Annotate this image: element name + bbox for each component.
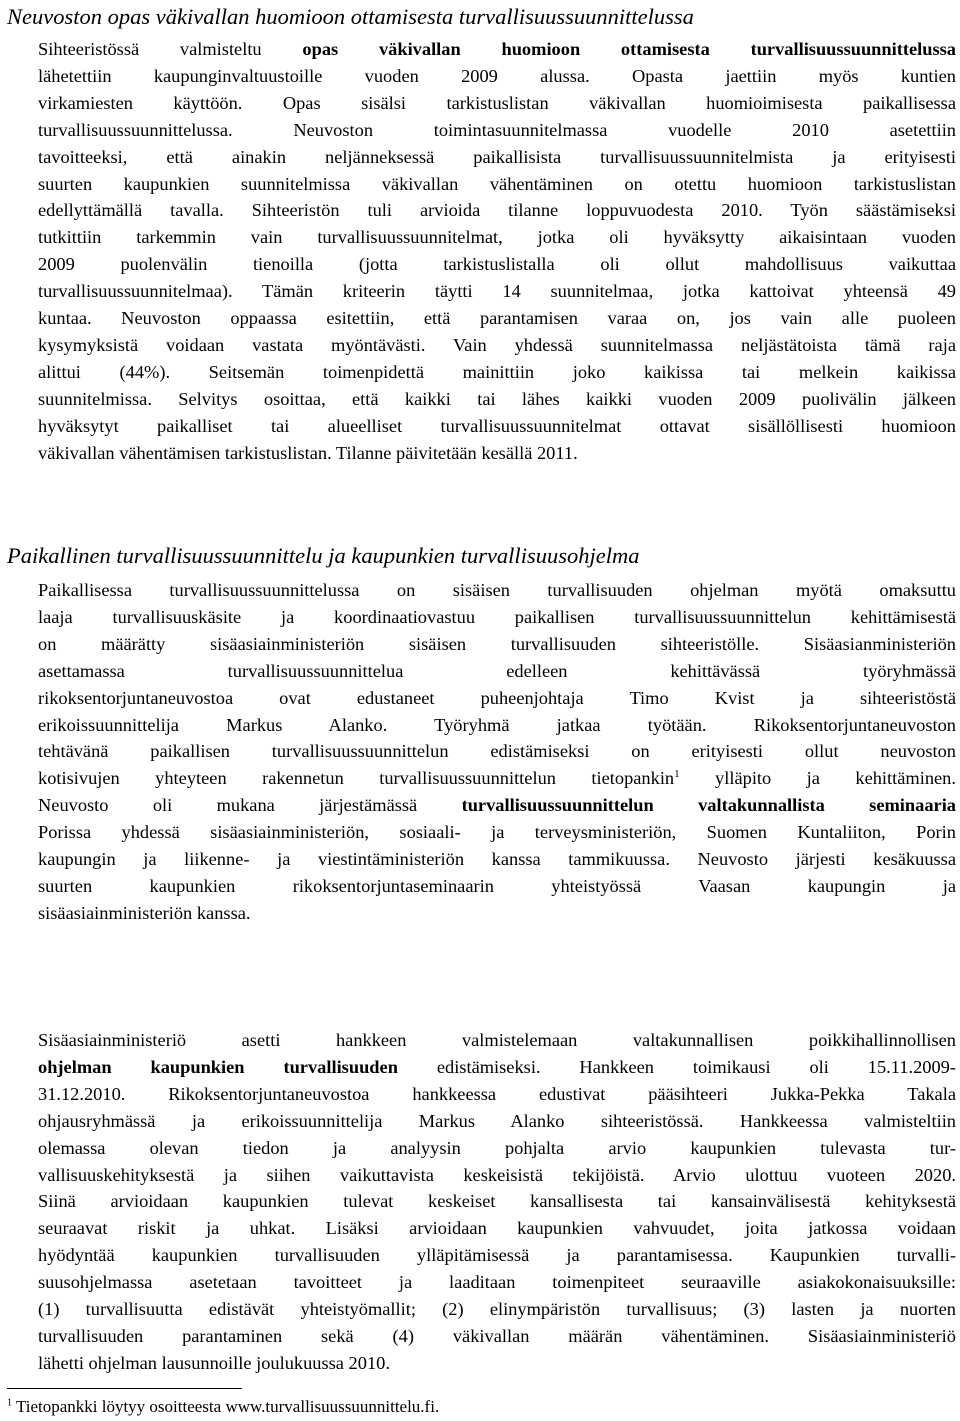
footnote-divider [7,1388,242,1389]
bold-text: turvallisuussuunnittelun valtakunnallista seminaaria [461,795,957,816]
text-run: turvallisuussuunnittelussa. Neuvoston toimintasuunnitelmassa vuodelle 2010 asetettiin [38,119,956,140]
text-line [38,63,956,90]
text-run: edistämiseksi. Hankkeen toimikausi oli 15.11.2009- [397,1056,956,1077]
text-run: hyväksytyt paikalliset tai alueelliset turvallisuussuunnitelmat ottavat sisällöllisesti huomioon [38,415,956,436]
text-line [38,171,956,198]
text-line [38,900,956,927]
text-run: virkamiesten käyttöön. Opas sisälsi tarkistuslistan väkivallan huomioimisesta paikallisessa [38,92,956,113]
text-run: turvallisuuden parantaminen sekä (4) väkivallan määrän vähentäminen. Sisäasiainministeriö [38,1325,956,1346]
paragraph-local-safety-planning [38,577,956,927]
text-line [38,738,956,765]
text-line [38,90,956,117]
text-line [38,873,956,900]
text-line [38,846,956,873]
text-line [38,359,956,386]
text-run: olemassa olevan tiedon ja analyysin pohjalta arvio kaupunkien tulevasta tur- [38,1137,956,1158]
text-line [38,117,956,144]
footnote-text: Tietopankki löytyy osoitteesta www.turvallisuussuunnittelu.fi. [12,1397,440,1416]
text-line [38,1188,956,1215]
text-run: lähetettiin kaupunginvaltuustoille vuoden 2009 alussa. Opasta jaettiin myös kuntien [38,65,956,86]
text-line [38,685,956,712]
text-line [38,197,956,224]
text-line [38,224,956,251]
text-run: edellyttämällä tavalla. Sihteeristön tuli arvioida tilanne loppuvuodesta 2010. Työn säästämiseksi [38,200,956,221]
text-line [38,36,956,63]
text-run: asettamassa turvallisuussuunnittelua edelleen kehittävässä työryhmässä [38,660,956,681]
text-line [38,251,956,278]
text-line [38,278,956,305]
text-line [38,604,956,631]
text-run: Sisäasiainministeriö asetti hankkeen valmistelemaan valtakunnallisen poikkihallinnollisen [38,1030,956,1050]
paragraph-city-safety-programme [38,1027,956,1377]
text-run: Neuvosto oli mukana järjestämässä [38,795,462,816]
footnote-reference: 1 [674,768,680,781]
text-line [38,1323,956,1350]
text-run: seuraavat riskit ja uhkat. Lisäksi arvioidaan kaupunkien vahvuudet, joita jatkossa voidaan [38,1218,956,1239]
text-line [38,658,956,685]
text-line [38,1296,956,1323]
bold-text: opas väkivallan huomioon ottamisesta turvallisuussuunnittelussa [302,39,957,59]
text-run: 31.12.2010. Rikoksentorjuntaneuvostoa hankkeessa edustivat pääsihteeri Jukka-Pekka Takala [38,1083,956,1104]
text-line [38,413,956,440]
text-line [38,1027,956,1054]
text-run: turvallisuussuunnitelmaa). Tämän kriteerin täytti 14 suunnitelmaa, jotka kattoivat yhteensä 49 [38,281,956,302]
text-run: Sihteeristössä valmisteltu [38,39,303,59]
text-line [38,1081,956,1108]
text-run: 2009 puolenvälin tienoilla (jotta tarkistuslistalla oli ollut mahdollisuus vaikuttaa [38,254,956,275]
section-heading-violence-guide: Neuvoston opas väkivallan huomioon ottamisesta turvallisuussuunnittelussa [7,4,694,29]
text-run: Porissa yhdessä sisäasiainministeriön, sosiaali- ja terveysministeriön, Suomen Kuntaliiton, Porin [38,822,956,843]
text-line [38,765,956,792]
text-run: rikoksentorjuntaneuvostoa ovat edustaneet puheenjohtaja Timo Kvist ja sihteeristöstä [38,687,956,708]
text-run: kaupungin ja liikenne- ja viestintäministeriön kanssa tammikuussa. Neuvosto järjesti kesäkuussa [38,849,956,870]
text-run: lähetti ohjelman lausunnoille joulukuussa 2010. [38,1352,390,1373]
text-run: kysymyksistä voidaan vastata myöntävästi. Vain yhdessä suunnitelmassa neljästätoista tämä raja [38,334,956,355]
text-run: vallisuuskehityksestä ja siihen vaikuttavista keskeisistä tekijöistä. Arvio ulottuu vuoteen 2020. [38,1164,956,1185]
text-line [38,144,956,171]
text-run: suurten kaupunkien rikoksentorjuntaseminaarin yhteistyössä Vaasan kaupungin ja [38,875,956,896]
text-line [38,1108,956,1135]
text-line [38,1162,956,1189]
text-run: laaja turvallisuuskäsite ja koordinaatiovastuu paikallisen turvallisuussuunnittelun kehittämisestä [38,606,956,627]
text-line [38,1269,956,1296]
text-line [38,1350,956,1377]
text-run: tutkittiin tarkemmin vain turvallisuussuunnitelmat, jotka oli hyväksytty aikaisintaan vuoden [38,227,956,248]
text-line [38,712,956,739]
text-run: kotisivujen yhteyteen rakennetun turvallisuussuunnittelun tietopankin [38,768,675,789]
text-run: kuntaa. Neuvoston oppaassa esitettiin, että parantamisen varaa on, jos vain alle puoleen [38,308,956,329]
paragraph-violence-guide [38,36,956,467]
text-line [38,792,956,819]
footnote-marker: 1 [7,1397,12,1409]
text-line [38,1215,956,1242]
text-run: sisäasiainministeriön kanssa. [38,902,251,923]
text-run: Siinä arvioidaan kaupunkien tulevat keskeiset kansallisesta tai kansainvälisestä kehityksestä [38,1191,956,1212]
text-run: Paikallisessa turvallisuussuunnittelussa on sisäisen turvallisuuden ohjelman myötä omaksuttu [38,580,956,600]
text-run: alittui (44%). Seitsemän toimenpidettä mainittiin joko kaikissa tai melkein kaikissa [38,361,956,382]
text-run: suusohjelmassa asetetaan tavoitteet ja laaditaan toimenpiteet seuraaville asiakokonaisuuksille: [38,1272,956,1293]
text-run: (1) turvallisuutta edistävät yhteistyömallit; (2) elinympäristön turvallisuus; (3) lasten ja nuorten [38,1299,956,1320]
text-line [38,1054,956,1081]
text-line [38,1242,956,1269]
text-run: väkivallan vähentämisen tarkistuslistan. Tilanne päivitetään kesällä 2011. [38,442,578,463]
text-line [38,440,956,467]
text-line [38,819,956,846]
text-run: tavoitteeksi, että ainakin neljänneksessä paikallisista turvallisuussuunnitelmista ja erityisesti [38,146,956,167]
text-line [38,332,956,359]
section-heading-local-safety-planning: Paikallinen turvallisuussuunnittelu ja kaupunkien turvallisuusohjelma [7,543,640,568]
text-run: suurten kaupunkien suunnitelmissa väkivallan vähentäminen on otettu huomioon tarkistuslistan [38,173,956,194]
text-line [38,305,956,332]
bold-text: ohjelman kaupunkien turvallisuuden [38,1056,398,1077]
text-run: hyödyntää kaupunkien turvallisuuden ylläpitämisessä ja parantamisessa. Kaupunkien turvalli- [38,1245,956,1266]
text-run: ylläpito ja kehittäminen. [679,768,956,789]
text-run: ohjausryhmässä ja erikoissuunnittelija Markus Alanko sihteeristössä. Hankkeessa valmisteltiin [38,1110,956,1131]
text-line [38,631,956,658]
text-run: tehtävänä paikallisen turvallisuussuunnittelun edistämiseksi on erityisesti ollut neuvoston [38,741,956,762]
text-run: on määrätty sisäasiainministeriön sisäisen turvallisuuden sihteeristölle. Sisäasianministeriön [38,633,956,654]
text-run: erikoissuunnittelija Markus Alanko. Työryhmä jatkaa työtään. Rikoksentorjuntaneuvoston [38,714,956,735]
footnote [7,1396,439,1418]
text-line [38,1135,956,1162]
text-line [38,577,956,604]
text-run: suunnitelmissa. Selvitys osoittaa, että kaikki tai lähes kaikki vuoden 2009 puolivälin jälkeen [38,388,956,409]
text-line [38,386,956,413]
